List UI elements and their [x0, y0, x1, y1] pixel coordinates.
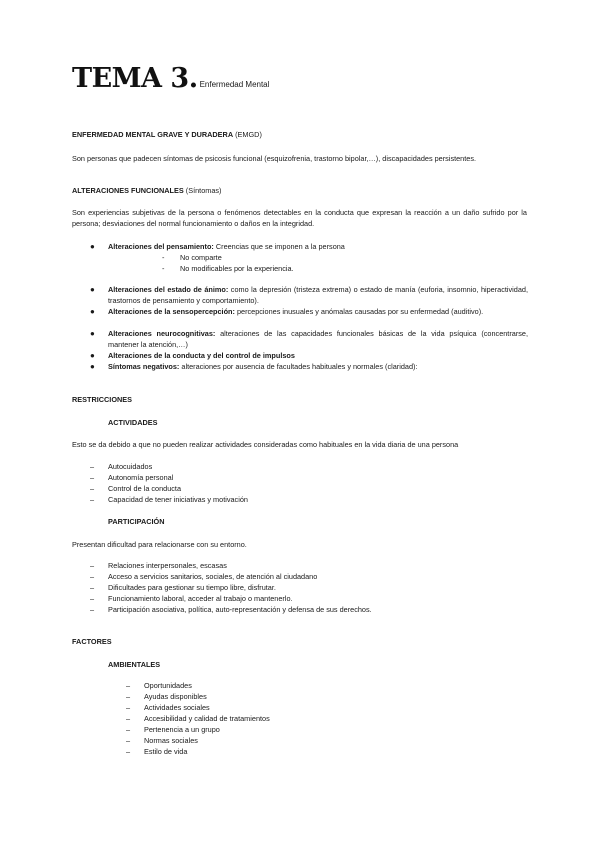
list-item: – Autocuidados — [90, 462, 153, 471]
title-main: TEMA 3. — [72, 63, 198, 94]
list-item: – Control de la conducta — [90, 484, 182, 493]
page-title — [72, 63, 270, 94]
list-item: ● Alteraciones del estado de ánimo: como la depresión (tristeza extrema) o estado de manía (euforia, insomnio, hiperactividad, trastornos de pensamiento y comportamiento). — [90, 285, 528, 305]
list-item: – Ayudas disponibles — [126, 692, 207, 701]
list-item: – Acceso a servicios sanitarios, sociales, de atención al ciudadano — [90, 572, 318, 581]
list-item: – Estilo de vida — [126, 747, 188, 756]
sub-list-item: - No comparte — [162, 253, 222, 262]
list-item: – Actividades sociales — [126, 703, 210, 712]
ambientales-heading: AMBIENTALES — [108, 660, 161, 669]
list-item: ● Alteraciones neurocognitivas: alteraciones de las capacidades funcionales básicas de la vida psíquica (concentrarse, mantener la atención,…) — [90, 329, 528, 349]
factores-heading: FACTORES — [72, 637, 112, 646]
title-subtitle: Enfermedad Mental — [199, 80, 270, 89]
list-item: – Accesibilidad y calidad de tratamientos — [126, 714, 270, 723]
restricciones-heading: RESTRICCIONES — [72, 395, 133, 404]
emgd-text: Son personas que padecen síntomas de psicosis funcional (esquizofrenia, trastorno bipolar,…), discapacidades persistentes. — [72, 154, 476, 163]
list-item: ● Alteraciones de la conducta y del control de impulsos — [90, 351, 295, 360]
list-item: ● Síntomas negativos: alteraciones por ausencia de facultades habituales y normales (claridad): — [90, 362, 418, 371]
actividades-heading: ACTIVIDADES — [108, 418, 158, 427]
list-item: – Oportunidades — [126, 681, 192, 690]
list-item: – Participación asociativa, política, auto-representación y defensa de sus derechos. — [90, 605, 372, 614]
list-item: – Dificultades para gestionar su tiempo libre, disfrutar. — [90, 583, 276, 592]
list-item: ● Alteraciones del pensamiento: Creencias que se imponen a la persona — [90, 242, 345, 251]
list-item: – Relaciones interpersonales, escasas — [90, 561, 227, 570]
emgd-heading: ENFERMEDAD MENTAL GRAVE Y DURADERA (EMGD) — [72, 130, 262, 139]
participacion-intro: Presentan dificultad para relacionarse con su entorno. — [72, 540, 247, 549]
actividades-intro: Esto se da debido a que no pueden realizar actividades consideradas como habituales en la vida diaria de una persona — [72, 440, 459, 449]
alteraciones-intro: Son experiencias subjetivas de la persona o fenómenos detectables en la conducta que expresan la reacción a un daño sufrido por la persona; desviaciones del normal funcionamiento o daños en la integridad. — [72, 208, 527, 228]
list-item: – Pertenencia a un grupo — [126, 725, 220, 734]
list-item: – Capacidad de tener iniciativas y motivación — [90, 495, 248, 504]
participacion-heading: PARTICIPACIÓN — [108, 517, 165, 526]
sub-list-item: - No modificables por la experiencia. — [162, 264, 294, 273]
list-item: – Autonomía personal — [90, 473, 174, 482]
list-item: ● Alteraciones de la sensopercepción: percepciones inusuales y anómalas causadas por su enfermedad (auditivo). — [90, 307, 484, 316]
list-item: – Funcionamiento laboral, acceder al trabajo o mantenerlo. — [90, 594, 293, 603]
list-item: – Normas sociales — [126, 736, 198, 745]
alteraciones-heading: ALTERACIONES FUNCIONALES (Síntomas) — [72, 186, 222, 195]
